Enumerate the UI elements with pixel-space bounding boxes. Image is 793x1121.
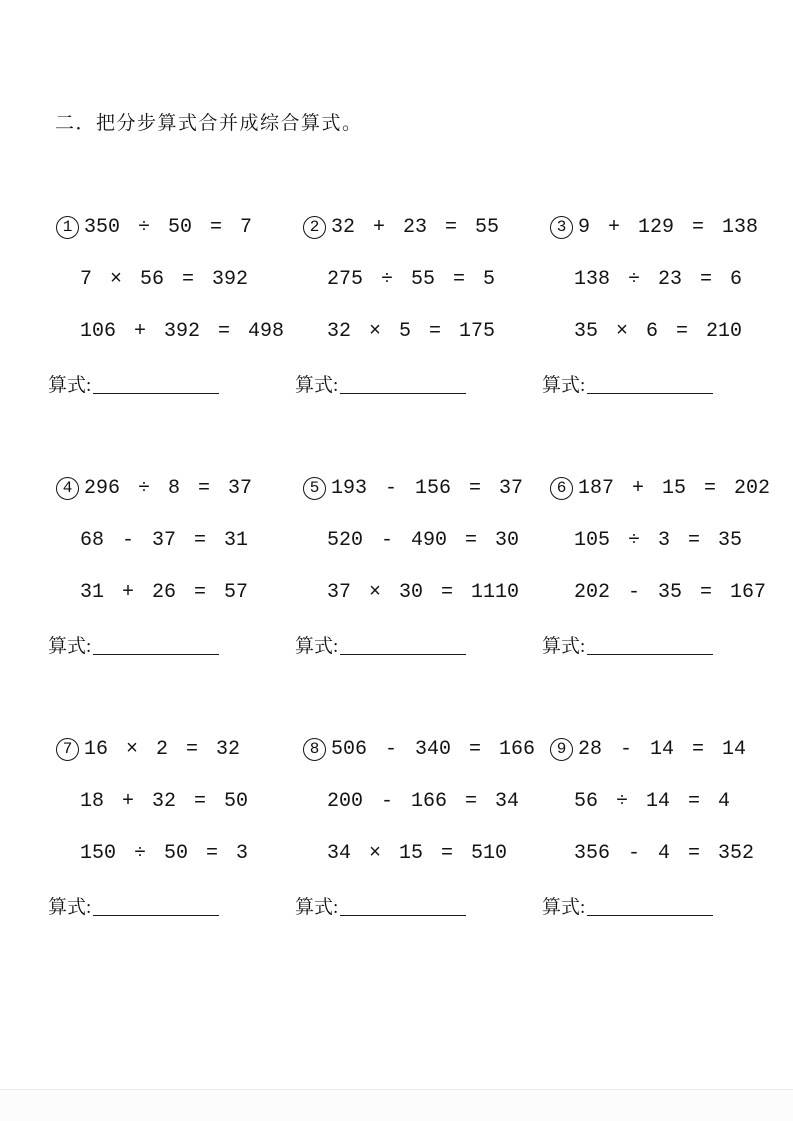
- problem-cell-4: [48, 462, 295, 670]
- problem-line: [48, 827, 295, 879]
- equation-line: 56 ÷ 14 = 4: [574, 789, 731, 813]
- equation-line: 296 ÷ 8 = 37: [84, 476, 253, 500]
- equation-label: 算式:: [48, 374, 92, 396]
- problem-line: [48, 305, 295, 357]
- answer-line: [48, 618, 295, 670]
- problem-line: [295, 775, 542, 827]
- problem-number-badge: [56, 477, 79, 500]
- problem-line: [295, 462, 542, 514]
- equation-line: 32 + 23 = 55: [331, 215, 500, 239]
- answer-blank: [93, 372, 219, 394]
- answer-line: [48, 357, 295, 409]
- equation-label: 算式:: [542, 635, 586, 657]
- problem-cell-1: [48, 201, 295, 409]
- equation-line: 34 × 15 = 510: [327, 841, 508, 865]
- answer-line: [542, 618, 789, 670]
- answer-blank: [587, 372, 713, 394]
- answer-blank: [587, 894, 713, 916]
- equation-line: 32 × 5 = 175: [327, 319, 496, 343]
- equation-line: 193 - 156 = 37: [331, 476, 524, 500]
- equation-label: 算式:: [295, 374, 339, 396]
- equation-line: 7 × 56 = 392: [80, 267, 249, 291]
- problem-line: [48, 566, 295, 618]
- equation-line: 106 + 392 = 498: [80, 319, 285, 343]
- equation-label: 算式:: [542, 374, 586, 396]
- problem-line: [295, 827, 542, 879]
- equation-line: 506 - 340 = 166: [331, 737, 536, 761]
- equation-label: 算式:: [48, 896, 92, 918]
- problem-line: [542, 201, 789, 253]
- answer-line: [542, 357, 789, 409]
- answer-line: [542, 879, 789, 931]
- problem-line: [542, 827, 789, 879]
- problem-number: 9: [556, 740, 567, 758]
- problem-line: [542, 566, 789, 618]
- equation-line: 9 + 129 = 138: [578, 215, 759, 239]
- problem-number-badge: [56, 216, 79, 239]
- page-edge-area: [0, 1090, 793, 1121]
- equation-line: 200 - 166 = 34: [327, 789, 520, 813]
- equation-line: 187 + 15 = 202: [578, 476, 771, 500]
- problem-cell-6: [542, 462, 789, 670]
- equation-line: 37 × 30 = 1110: [327, 580, 520, 604]
- equation-line: 18 + 32 = 50: [80, 789, 249, 813]
- problem-number: 3: [556, 218, 567, 236]
- answer-blank: [93, 633, 219, 655]
- problem-line: [542, 253, 789, 305]
- equation-line: 275 ÷ 55 = 5: [327, 267, 496, 291]
- problem-number-badge: [56, 738, 79, 761]
- problem-line: [542, 305, 789, 357]
- answer-line: [295, 357, 542, 409]
- problem-cell-2: [295, 201, 542, 409]
- problem-line: [48, 723, 295, 775]
- equation-line: 350 ÷ 50 = 7: [84, 215, 253, 239]
- problem-line: [48, 514, 295, 566]
- equation-line: 105 ÷ 3 = 35: [574, 528, 743, 552]
- problem-number-badge: [550, 477, 573, 500]
- answer-blank: [587, 633, 713, 655]
- problem-number-badge: [303, 738, 326, 761]
- problem-cell-7: [48, 723, 295, 931]
- problem-line: [542, 462, 789, 514]
- problem-line: [295, 566, 542, 618]
- problem-number: 2: [309, 218, 320, 236]
- equation-line: 202 - 35 = 167: [574, 580, 767, 604]
- problem-line: [542, 514, 789, 566]
- answer-blank: [340, 894, 466, 916]
- equation-line: 35 × 6 = 210: [574, 319, 743, 343]
- problem-line: [295, 201, 542, 253]
- problem-number-badge: [303, 216, 326, 239]
- page-title: 二．把分步算式合并成综合算式。: [55, 113, 363, 134]
- problem-number: 6: [556, 479, 567, 497]
- problem-line: [295, 305, 542, 357]
- problem-number: 1: [62, 218, 73, 236]
- equation-label: 算式:: [295, 896, 339, 918]
- equation-line: 520 - 490 = 30: [327, 528, 520, 552]
- problem-cell-3: [542, 201, 789, 409]
- equation-line: 28 - 14 = 14: [578, 737, 747, 761]
- problem-cell-9: [542, 723, 789, 931]
- problem-line: [542, 723, 789, 775]
- equation-line: 138 ÷ 23 = 6: [574, 267, 743, 291]
- equation-label: 算式:: [295, 635, 339, 657]
- problem-line: [295, 253, 542, 305]
- answer-blank: [93, 894, 219, 916]
- equation-label: 算式:: [542, 896, 586, 918]
- problem-number: 4: [62, 479, 73, 497]
- problem-line: [295, 723, 542, 775]
- problem-cell-8: [295, 723, 542, 931]
- problem-number: 7: [62, 740, 73, 758]
- problem-number: 5: [309, 479, 320, 497]
- answer-blank: [340, 372, 466, 394]
- answer-line: [295, 618, 542, 670]
- problem-line: [295, 514, 542, 566]
- answer-line: [48, 879, 295, 931]
- equation-line: 16 × 2 = 32: [84, 737, 241, 761]
- equation-line: 68 - 37 = 31: [80, 528, 249, 552]
- problem-number-badge: [303, 477, 326, 500]
- problem-line: [48, 462, 295, 514]
- problem-line: [48, 775, 295, 827]
- equation-line: 150 ÷ 50 = 3: [80, 841, 249, 865]
- problem-line: [48, 253, 295, 305]
- answer-blank: [340, 633, 466, 655]
- problem-number-badge: [550, 738, 573, 761]
- problem-number: 8: [309, 740, 320, 758]
- answer-line: [295, 879, 542, 931]
- problems-grid: [48, 201, 789, 931]
- problem-line: [48, 201, 295, 253]
- problem-number-badge: [550, 216, 573, 239]
- problem-line: [542, 775, 789, 827]
- equation-line: 356 - 4 = 352: [574, 841, 755, 865]
- equation-line: 31 + 26 = 57: [80, 580, 249, 604]
- problem-cell-5: [295, 462, 542, 670]
- equation-label: 算式:: [48, 635, 92, 657]
